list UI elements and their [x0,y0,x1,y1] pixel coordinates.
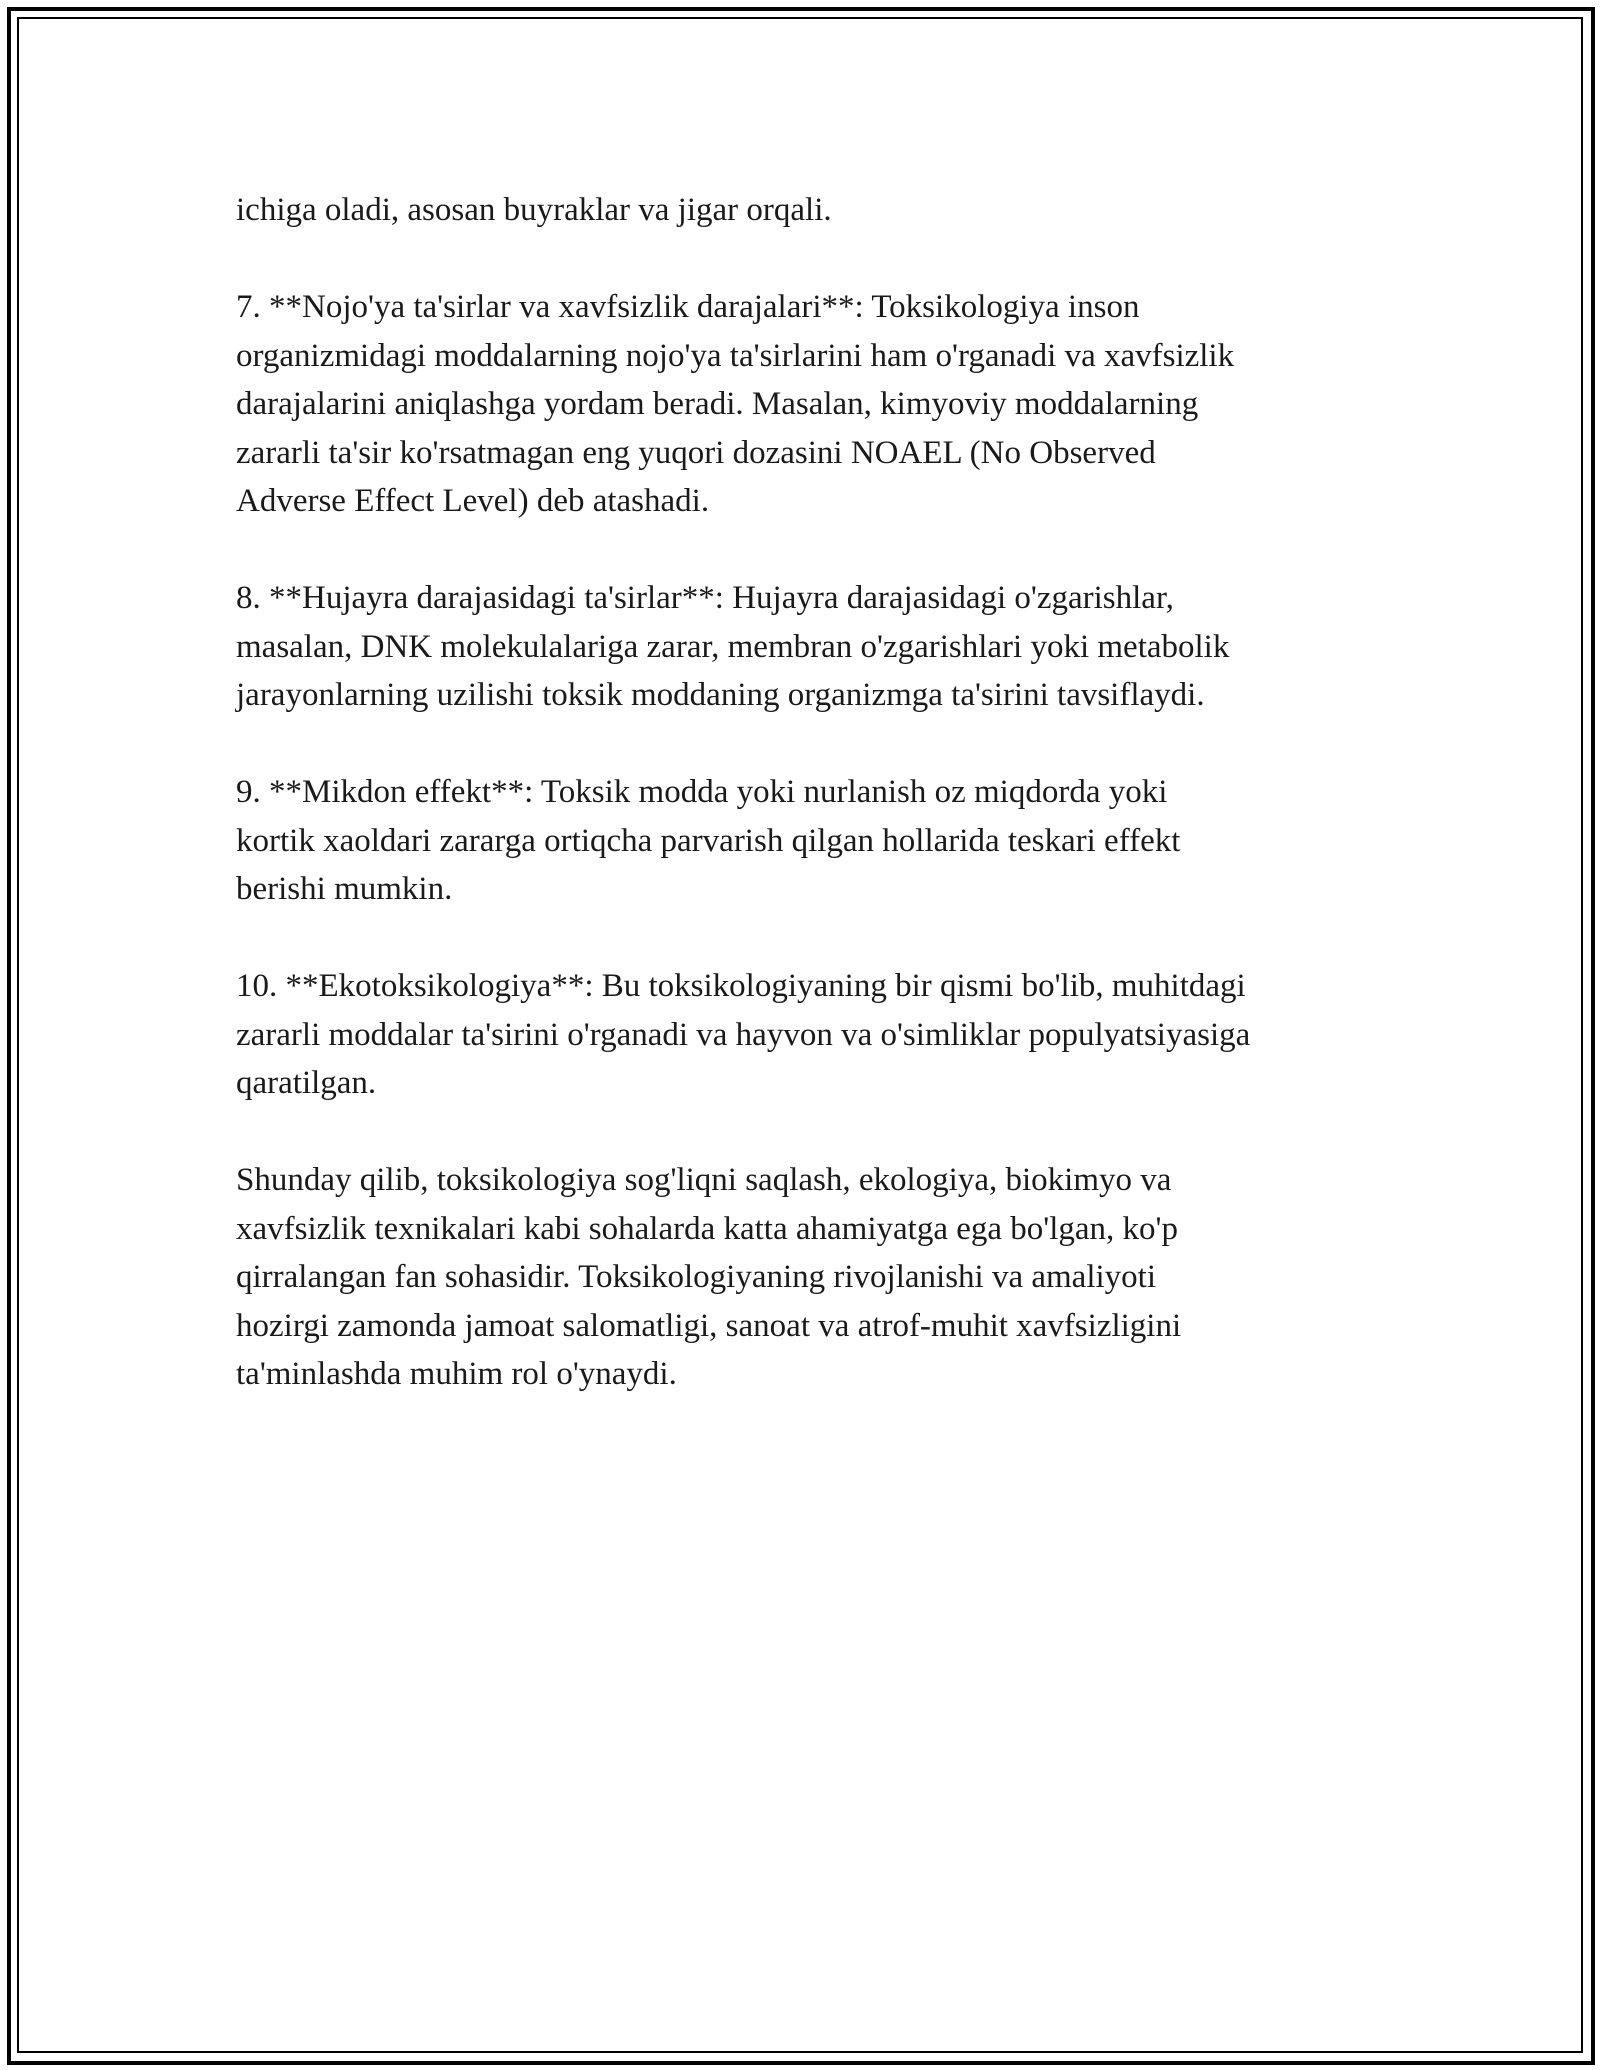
paragraph-item-8: 8. **Hujayra darajasidagi ta'sirlar**: Hujayra darajasidagi o'zgarishlar, masalan, DNK molekulalariga zarar, membran o'zgarishlari yoki metabolik jarayonlarning uzilishi toksik moddaning organizmga ta'sirini tavsiflaydi. [236,580,1230,713]
paragraph-item-10: 10. **Ekotoksikologiya**: Bu toksikologiyaning bir qismi bo'lib, muhitdagi zararli moddalar ta'sirini o'rganadi va hayvon va o'simliklar populyatsiyasiga qaratilgan. [236,968,1251,1101]
paragraph-item-7: 7. **Nojo'ya ta'sirlar va xavfsizlik darajalari**: Toksikologiya inson organizmidagi moddalarning nojo'ya ta'sirlarini ham o'rganadi va xavfsizlik darajalarini aniqlashga yordam beradi. Masalan, kimyoviy moddalarning zararli ta'sir ko'rsatmagan eng yuqori dozasini NOAEL (No Observed Adverse Effect Level) deb atashadi. [236,289,1235,519]
document-body [236,186,1386,1399]
paragraph-conclusion: Shunday qilib, toksikologiya sog'liqni saqlash, ekologiya, biokimyo va xavfsizlik texnikalari kabi sohalarda katta ahamiyatga ega bo'lgan, ko'p qirralangan fan sohasidir. Toksikologiyaning rivojlanishi va amaliyoti hozirgi zamonda jamoat salomatligi, sanoat va atrof-muhit xavfsizligini ta'minlashda muhim rol o'ynaydi. [236,1162,1182,1392]
paragraph-continuation: ichiga oladi, asosan buyraklar va jigar orqali. [236,192,832,228]
paragraph-item-9: 9. **Mikdon effekt**: Toksik modda yoki nurlanish oz miqdorda yoki kortik xaoldari zararga ortiqcha parvarish qilgan hollarida teskari effekt berishi mumkin. [236,774,1181,907]
